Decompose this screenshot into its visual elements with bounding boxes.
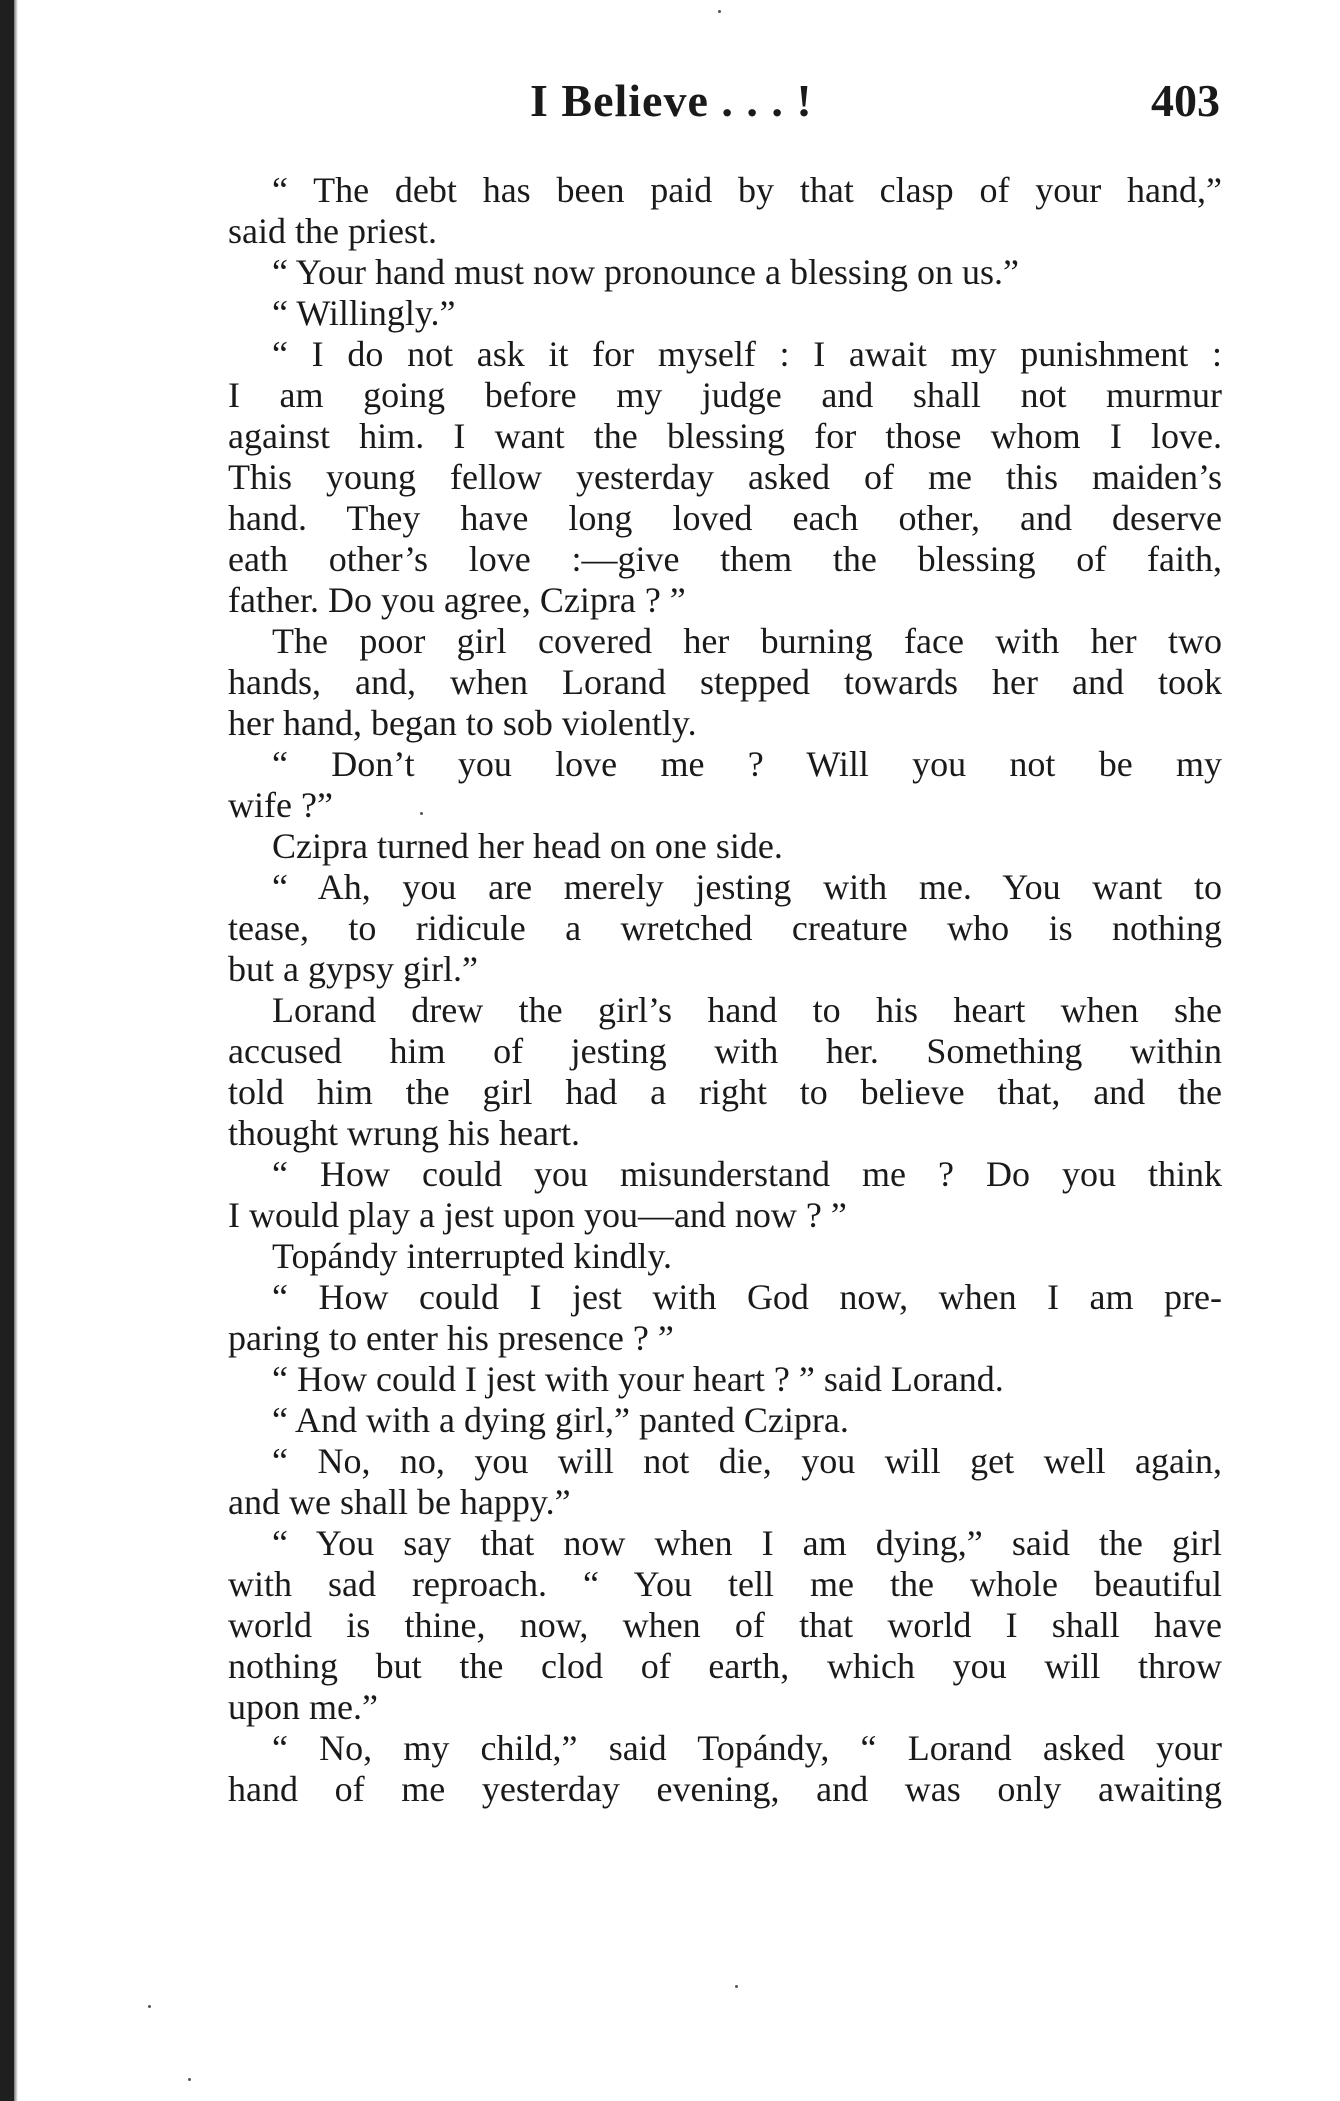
text-line: said the priest.: [228, 211, 437, 251]
text-line: “ The debt has been paid by that clasp of your hand,”: [272, 170, 1222, 210]
running-head: [230, 74, 1220, 134]
page-number: 403: [1151, 75, 1220, 126]
text-line: “ How could you misunderstand me ? Do you think: [272, 1154, 1222, 1194]
text-line: world is thine, now, when of that world I shall have: [228, 1605, 1222, 1645]
text-line: “ And with a dying girl,” panted Czipra.: [272, 1400, 849, 1440]
text-line: “ How could I jest with God now, when I am pre-: [272, 1277, 1222, 1317]
text-line: eath other’s love :—give them the blessing of faith,: [228, 539, 1222, 579]
text-line: told him the girl had a right to believe that, and the: [228, 1072, 1222, 1112]
text-line: This young fellow yesterday asked of me this maiden’s: [228, 457, 1222, 497]
text-line: paring to enter his presence ? ”: [228, 1318, 674, 1358]
paper-speck: [718, 10, 721, 13]
text-line: hands, and, when Lorand stepped towards her and took: [228, 662, 1222, 702]
text-line: “ I do not ask it for myself : I await my punishment :: [272, 334, 1222, 374]
book-spine-shadow: [0, 0, 14, 2101]
text-line: upon me.”: [228, 1687, 378, 1727]
text-line: “ You say that now when I am dying,” said the girl: [272, 1523, 1222, 1563]
text-line: and we shall be happy.”: [228, 1482, 571, 1522]
paper-speck: [188, 2078, 191, 2081]
text-line: Lorand drew the girl’s hand to his heart when she: [272, 990, 1222, 1030]
text-line: The poor girl covered her burning face with her two: [272, 621, 1222, 661]
text-line: with sad reproach. “ You tell me the whole beautiful: [228, 1564, 1222, 1604]
text-line: “ How could I jest with your heart ? ” said Lorand.: [272, 1359, 1004, 1399]
text-line: “ No, my child,” said Topándy, “ Lorand asked your: [272, 1728, 1222, 1768]
text-line: Topándy interrupted kindly.: [272, 1236, 673, 1276]
text-line: wife ?”: [228, 785, 333, 825]
text-line: nothing but the clod of earth, which you will throw: [228, 1646, 1222, 1686]
text-line: her hand, began to sob violently.: [228, 703, 697, 743]
paper-speck: [735, 1985, 738, 1988]
text-line: “ Ah, you are merely jesting with me. You want to: [272, 867, 1222, 907]
text-line: “ No, no, you will not die, you will get well again,: [272, 1441, 1222, 1481]
paper-speck: [148, 2005, 151, 2008]
text-line: “ Don’t you love me ? Will you not be my: [272, 744, 1222, 784]
text-line: I would play a jest upon you—and now ? ”: [228, 1195, 847, 1235]
book-spine-gradient: [14, 0, 18, 2101]
text-line: tease, to ridicule a wretched creature who is nothing: [228, 908, 1222, 948]
text-line: father. Do you agree, Czipra ? ”: [228, 580, 686, 620]
text-line: “ Willingly.”: [272, 293, 456, 333]
text-line: but a gypsy girl.”: [228, 949, 478, 989]
paper-speck: [420, 812, 423, 815]
text-line: against him. I want the blessing for those whom I love.: [228, 416, 1222, 456]
text-line: hand. They have long loved each other, and deserve: [228, 498, 1222, 538]
running-title: I Believe . . . !: [530, 75, 813, 126]
text-line: Czipra turned her head on one side.: [272, 826, 783, 866]
text-line: “ Your hand must now pronounce a blessing on us.”: [272, 252, 1019, 292]
text-line: hand of me yesterday evening, and was only awaiting: [228, 1769, 1222, 1809]
text-line: accused him of jesting with her. Something within: [228, 1031, 1222, 1071]
text-line: I am going before my judge and shall not murmur: [228, 375, 1222, 415]
text-line: thought wrung his heart.: [228, 1113, 580, 1153]
body-text: [228, 170, 1222, 1810]
